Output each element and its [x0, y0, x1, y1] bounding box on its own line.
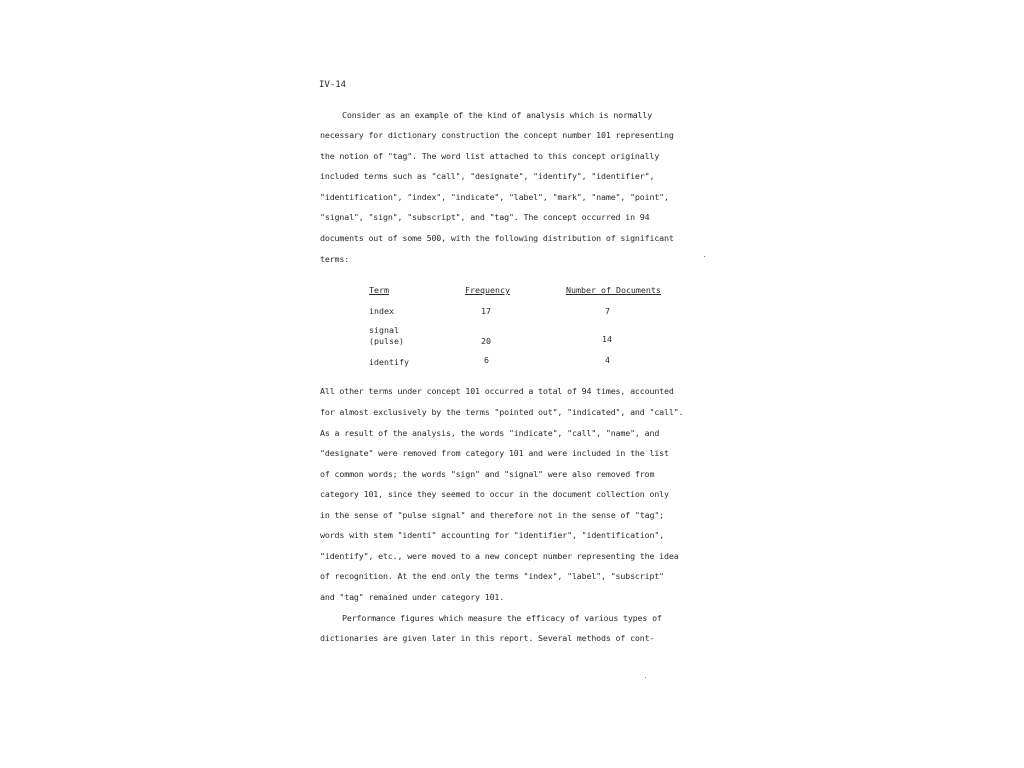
table-cell-documents: 7 — [605, 306, 610, 316]
paragraph-line: Performance figures which measure the efficacy of various types of — [342, 613, 662, 623]
paragraph-line: documents out of some 500, with the following distribution of significant — [320, 233, 674, 243]
page-number: IV-14 — [319, 80, 347, 90]
paragraph-line: As a result of the analysis, the words "indicate", "call", "name", and — [320, 428, 660, 438]
scan-speck — [645, 677, 646, 678]
table-cell-term: identify — [369, 357, 409, 367]
table-header-term: Term — [369, 285, 389, 295]
paragraph-line: "identification", "index", "indicate", "label", "mark", "name", "point", — [320, 192, 669, 202]
paragraph-line: "designate" were removed from category 101 and were included in the list — [320, 448, 669, 458]
table-cell-term-qualifier: (pulse) — [369, 336, 404, 346]
paragraph-line: dictionaries are given later in this report. Several methods of cont- — [320, 633, 655, 643]
paragraph-line: for almost exclusively by the terms "pointed out", "indicated", and "call". — [320, 407, 684, 417]
paragraph-line: category 101, since they seemed to occur in the document collection only — [320, 489, 669, 499]
table-header-documents: Number of Documents — [566, 285, 661, 295]
paragraph-line: Consider as an example of the kind of analysis which is normally — [342, 110, 653, 120]
table-header-frequency: Frequency — [465, 285, 510, 295]
table-cell-term: signal — [369, 325, 399, 335]
paragraph-line: in the sense of "pulse signal" and therefore not in the sense of "tag"; — [320, 510, 665, 520]
scan-speck — [704, 256, 705, 257]
paragraph-line: necessary for dictionary construction the concept number 101 representing — [320, 130, 674, 140]
table-cell-frequency: 17 — [481, 306, 491, 316]
table-cell-frequency: 20 — [481, 336, 491, 346]
paragraph-line: the notion of "tag". The word list attached to this concept originally — [320, 151, 660, 161]
paragraph-line: terms: — [320, 254, 350, 264]
table-cell-frequency: 6 — [484, 355, 489, 365]
paragraph-line: All other terms under concept 101 occurred a total of 94 times, accounted — [320, 386, 674, 396]
table-cell-documents: 14 — [602, 334, 612, 344]
paragraph-line: words with stem "identi" accounting for "identifier", "identification", — [320, 530, 665, 540]
paragraph-line: "identify", etc., were moved to a new concept number representing the idea — [320, 551, 679, 561]
paragraph-line: of common words; the words "sign" and "signal" were also removed from — [320, 469, 655, 479]
paragraph-line: "signal", "sign", "subscript", and "tag". The concept occurred in 94 — [320, 212, 650, 222]
paragraph-line: and "tag" remained under category 101. — [320, 592, 505, 602]
table-cell-documents: 4 — [605, 355, 610, 365]
paragraph-line: of recognition. At the end only the terms "index", "label", "subscript" — [320, 571, 665, 581]
table-cell-term: index — [369, 306, 394, 316]
paragraph-line: included terms such as "call", "designate", "identify", "identifier", — [320, 171, 655, 181]
